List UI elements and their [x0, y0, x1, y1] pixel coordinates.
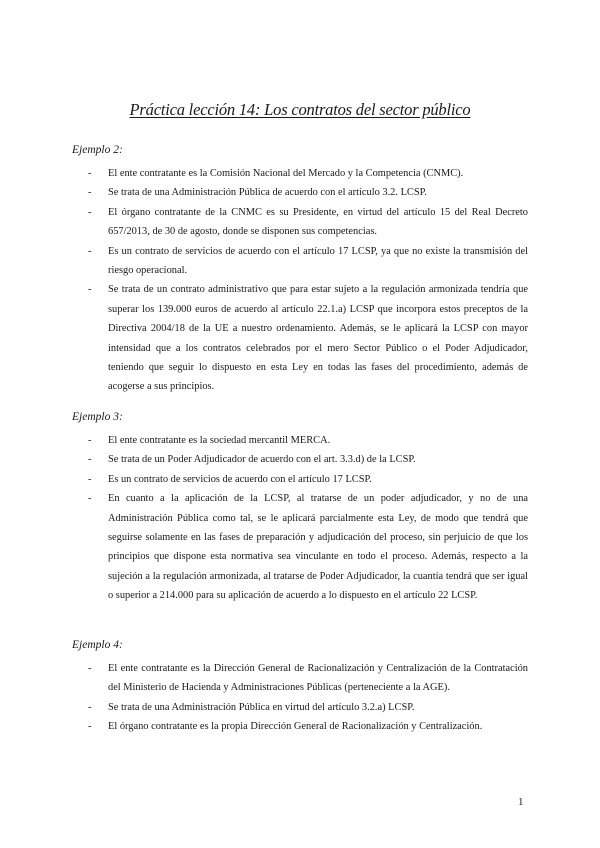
page-title: Práctica lección 14: Los contratos del sector público — [129, 100, 471, 119]
dash-bullet: - — [88, 454, 92, 466]
dash-bullet: - — [88, 701, 92, 713]
section-heading: Ejemplo 3: — [72, 411, 123, 423]
bullet-list — [72, 431, 528, 606]
dash-bullet: - — [88, 493, 92, 505]
list-item: - El ente contratante es la sociedad mercantil MERCA. — [72, 431, 528, 450]
section-heading: Ejemplo 4: — [72, 639, 123, 651]
list-item: - El órgano contratante es la propia Dirección General de Racionalización y Centralización. — [72, 717, 528, 736]
dash-bullet: - — [88, 435, 92, 446]
dash-bullet: - — [88, 187, 92, 199]
section-ejemplo-2 — [72, 142, 528, 397]
section-heading: Ejemplo 2: — [72, 144, 123, 156]
list-item: - El ente contratante es la Dirección General de Racionalización y Centralización de la Contratación del Ministerio de Hacienda y Administraciones Públicas (perteneciente a la AGE). — [72, 659, 528, 698]
bullet-list — [72, 164, 528, 397]
list-item: - Se trata de una Administración Pública en virtud del artículo 3.2.a) LCSP. — [72, 698, 528, 717]
section-ejemplo-3 — [72, 409, 528, 606]
list-item: - Se trata de una Administración Pública de acuerdo con el artículo 3.2. LCSP. — [72, 183, 528, 202]
dash-bullet: - — [88, 663, 92, 674]
dash-bullet: - — [88, 284, 92, 296]
dash-bullet: - — [88, 721, 92, 733]
list-item: - Es un contrato de servicios de acuerdo con el artículo 17 LCSP. — [72, 470, 528, 489]
bullet-list — [72, 659, 528, 737]
dash-bullet: - — [88, 245, 92, 257]
dash-bullet: - — [88, 473, 92, 485]
section-ejemplo-4 — [72, 637, 528, 737]
dash-bullet: - — [88, 168, 92, 179]
list-item: - El ente contratante es la Comisión Nacional del Mercado y la Competencia (CNMC). — [72, 164, 528, 183]
list-item: - El órgano contratante de la CNMC es su Presidente, en virtud del artículo 15 del Real Decreto 657/2013, de 30 de agosto, donde se disponen sus competencias. — [72, 203, 528, 242]
dash-bullet: - — [88, 206, 92, 218]
list-item: - Es un contrato de servicios de acuerdo con el artículo 17 LCSP, ya que no existe la transmisión del riesgo operacional. — [72, 242, 528, 281]
list-item: - En cuanto a la aplicación de la LCSP, al tratarse de un poder adjudicador, y no de una Administración Pública como tal, se le aplicará parcialmente esta Ley, de modo que tendrá que seguirse solamente en las fases de preparación y adjudicación del proceso, sin perjuicio de que los principios que dispone esta normativa sea vinculante en todo el proceso. Además, respecto a la sujeción a la regulación armonizada, al tratarse de Poder Adjudicador, la cuantía tendrá que ser igual o superior a 214.000 para su aplicación de acuerdo a lo dispuesto en el artículo 22 LCSP. — [72, 489, 528, 605]
page-number: 1 — [518, 796, 524, 808]
list-item: - Se trata de un Poder Adjudicador de acuerdo con el art. 3.3.d) de la LCSP. — [72, 450, 528, 469]
list-item: - Se trata de un contrato administrativo que para estar sujeto a la regulación armonizada tendría que superar los 139.000 euros de acuerdo al artículo 22.1.a) LCSP que incorpora estos preceptos de la Directiva 2004/18 de la UE a nuestro ordenamiento. Además, se le aplicará la LCSP con mayor intensidad que a los contratos celebrados por el mero Sector Público o el Poder Adjudicador, teniendo que seguir lo dispuesto en esta Ley en todas las fases del procedimiento, además de acogerse a sus principios. — [72, 280, 528, 396]
